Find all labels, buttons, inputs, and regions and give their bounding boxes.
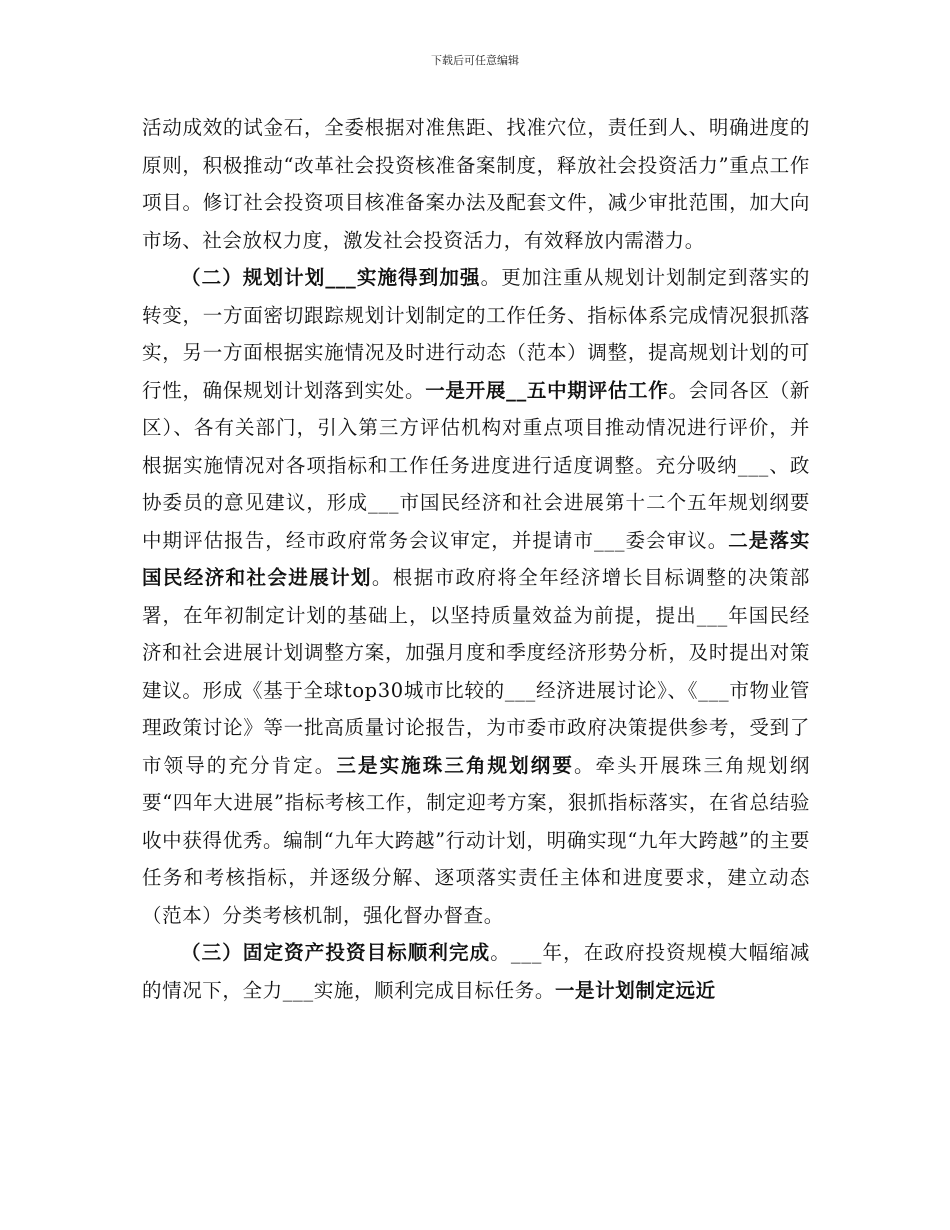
text-run: 活动成效的试金石，全委根据对准焦距、找准穴位，责任到人、明确进度的原则，积极推动“改革社会投资核准备案制度，释放社会投资活力”重点工作项目。修订社会投资项目核准备案办法及配套文件，减少审批范围，加大向市场、社会放权力度，激发社会投资活力，有效释放内需潜力。 <box>142 116 810 252</box>
text-run: 。更加注重从规划计划制定到落实的转变，一方面密切跟踪规划计划制定的工作任务、指标体系完成情况狠抓落实，另一方面根据实施情况及时进行动态（范本）调整，提高规划计划的可行性，确保规划计划落到实处。 <box>142 266 810 402</box>
paragraph <box>142 934 810 1009</box>
text-run: 。___年，在政府投资规模大幅缩减的情况下，全力___实施，顺利完成目标任务。 <box>142 941 810 1002</box>
page-header: 下载后可任意编辑 <box>431 54 519 67</box>
text-run: 。牵头开展珠三角规划纲要“四年大进展”指标考核工作，制定迎考方案，狠抓指标落实，在省总结验收中获得优秀。编制“九年大跨越”行动计划，明确实现“九年大跨越”的主要任务和考核指标，并逐级分解、逐项落实责任主体和进度要求，建立动态（范本）分类考核机制，强化督办督查。 <box>142 753 810 927</box>
text-run: 。会同各区（新区）、各有关部门，引入第三方评估机构对重点项目推动情况进行评价，并根据实施情况对各项指标和工作任务进度进行适度调整。充分吸纳___、政协委员的意见建议，形成___市国民经济和社会进展第十二个五年规划纲要中期评估报告，经市政府常务会议审定，并提请市___委会审议。 <box>142 378 810 552</box>
document-body <box>142 109 810 1009</box>
bold-heading-run: （三）固定资产投资目标顺利完成 <box>181 941 491 964</box>
bold-heading-run: 一是开展__五中期评估工作 <box>425 378 669 402</box>
bold-heading-run: 三是实施珠三角规划纲要 <box>336 753 574 777</box>
bold-heading-run: 二是落实国民经济和社会进展计划 <box>142 528 810 589</box>
bold-heading-run: 一是计划制定远近 <box>554 978 716 1002</box>
paragraph <box>142 259 810 934</box>
bold-heading-run: （二）规划计划___实施得到加强 <box>181 266 481 289</box>
paragraph <box>142 109 810 259</box>
text-run: 。根据市政府将全年经济增长目标调整的决策部署，在年初制定计划的基础上，以坚持质量效益为前提，提出___年国民经济和社会进展计划调整方案，加强月度和季度经济形势分析，及时提出对策建议。形成《基于全球top30城市比较的___经济进展讨论》、《___市物业管理政策讨论》等一批高质量讨论报告，为市委市政府决策提供参考，受到了市领导的充分肯定。 <box>142 566 810 777</box>
